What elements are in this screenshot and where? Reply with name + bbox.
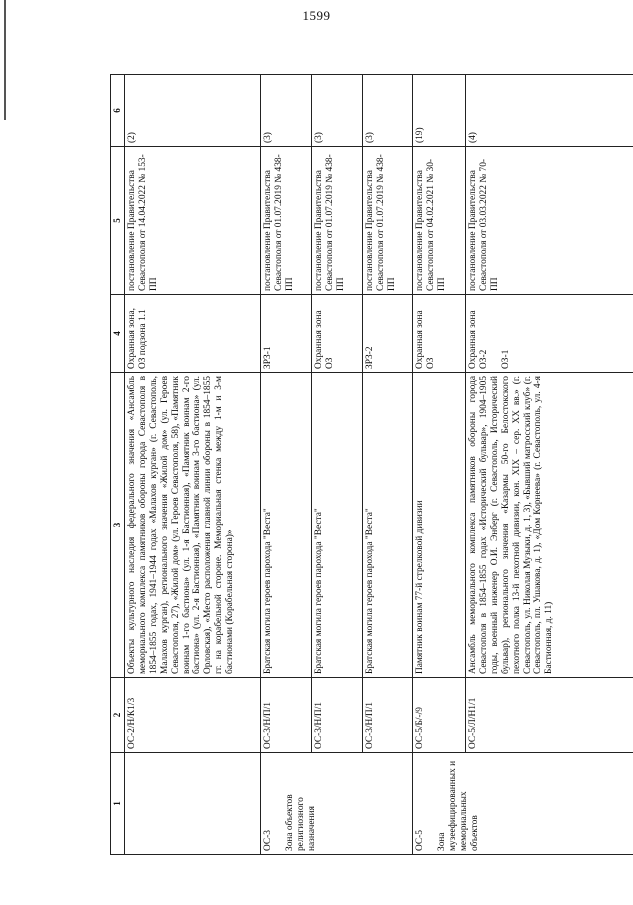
table-row	[312, 75, 363, 855]
decree-cell: постановление Правительства Севастополя от 14.04.2022 № 153-ПП	[125, 147, 261, 295]
rotated-table-wrapper	[110, 75, 633, 855]
table-row	[261, 75, 312, 855]
note-cell: (3)	[312, 75, 363, 147]
note-cell: (4)	[466, 75, 633, 147]
note-cell: (3)	[261, 75, 312, 147]
object-cell: Объекты культурного наследия федерального значения «Ансамбль мемориального комплекса памятников обороны города Севастополя в 1854–1855 годах, 1941–1944 годах «Малахов курган» (г. Севастополь, Малахов курган), регионального значения «Жилой дом» (ул. Героев Севастополя, 27), «Жилой дом» (ул. Героев Севастополя, 58), «Памятник воинам 1-го бастиона» (ул. 1-я Бастионная), «Памятник воинам 2-го бастиона» (ул. 2-я Бастионная), «Памятник воинам 3-го бастиона» (ул. Орловская), «Место расположения главной линии обороны в 1854–1855 гг. на корабельной стороне. Мемориальная стенка между 1-м и 3-м бастионами (Корабельная сторона)»	[125, 373, 261, 678]
header-cell-2: 2	[111, 678, 125, 753]
object-cell: Братская могила героев парохода "Веста"	[261, 373, 312, 678]
header-cell-6: 6	[111, 75, 125, 147]
margin-rule	[4, 0, 6, 120]
table-row	[466, 75, 633, 855]
zone-regime-cell: ЗРЗ-1	[261, 295, 312, 373]
decree-cell: постановление Правительства Севастополя от 01.07.2019 № 438-ПП	[261, 147, 312, 295]
code-cell: ОС-3/Н/П/1	[312, 678, 363, 753]
zone-regime-cell: ЗРЗ-2	[363, 295, 413, 373]
table-row	[363, 75, 413, 855]
zone-cell: ОС-5 Зона музеефицированных и мемориальных объектов	[413, 753, 633, 855]
object-cell: Братская могила героев парохода "Веста"	[312, 373, 363, 678]
zone-cell: ОС-3 Зона объектов религиозного назначения	[261, 753, 413, 855]
code-cell: ОС-2/Н/К1/3	[125, 678, 261, 753]
decree-cell: постановление Правительства Севастополя от 03.03.2022 № 70-ПП	[466, 147, 633, 295]
header-cell-5: 5	[111, 147, 125, 295]
header-cell-1: 1	[111, 753, 125, 855]
code-cell: ОС-5/Л/Н1/1	[466, 678, 633, 753]
code-cell: ОС-3/Н/П/1	[261, 678, 312, 753]
decree-cell: постановление Правительства Севастополя от 04.02.2021 № 30-ПП	[413, 147, 466, 295]
object-cell: Памятник воинам 77-й стрелковой дивизии	[413, 373, 466, 678]
header-cell-3: 3	[111, 373, 125, 678]
zone-regime-cell: Охранная зона, ОЗ подзона 1.1	[125, 295, 261, 373]
note-cell: (2)	[125, 75, 261, 147]
table-row	[125, 75, 261, 855]
code-cell: ОС-3/Н/П/1	[363, 678, 413, 753]
zones-table	[110, 74, 633, 855]
note-cell: (3)	[363, 75, 413, 147]
page-number: 1599	[302, 8, 331, 23]
header-cell-4: 4	[111, 295, 125, 373]
zone-cell	[125, 753, 261, 855]
table-row	[413, 75, 466, 855]
zone-regime-cell: Охранная зона ОЗ	[312, 295, 363, 373]
object-cell: Братская могила героев парохода "Веста"	[363, 373, 413, 678]
decree-cell: постановление Правительства Севастополя от 01.07.2019 № 438-ПП	[363, 147, 413, 295]
zone-regime-cell: Охранная зона ОЗ	[413, 295, 466, 373]
decree-cell: постановление Правительства Севастополя от 01.07.2019 № 438-ПП	[312, 147, 363, 295]
zone-regime-cell: Охранная зона ОЗ-2 ОЗ-1	[466, 295, 633, 373]
note-cell: (19)	[413, 75, 466, 147]
code-cell: ОС-5/Б/-/9	[413, 678, 466, 753]
table-header-row	[111, 75, 125, 855]
object-cell: Ансамбль мемориального комплекса памятников обороны города Севастополя в 1854–1855 годах «Исторический бульвар», 1904–1905 годы, военный инженер О.И. Энберг (г. Севастополь, Исторический бульвар), регионального значения «Казармы 50-го Белостокского пехотного полка 13-й пехотной дивизии, кон. XIX – сер. XX вв.» (г. Севастополь, ул. Николая Музыки, д. 1, 3), «Бывший матросский клуб» (г. Севастополь, пл. Ушакова, д. 1), «Дом Корнеева» (г. Севастополь, ул. 4-я Бастионная, д. 11)	[466, 373, 633, 678]
